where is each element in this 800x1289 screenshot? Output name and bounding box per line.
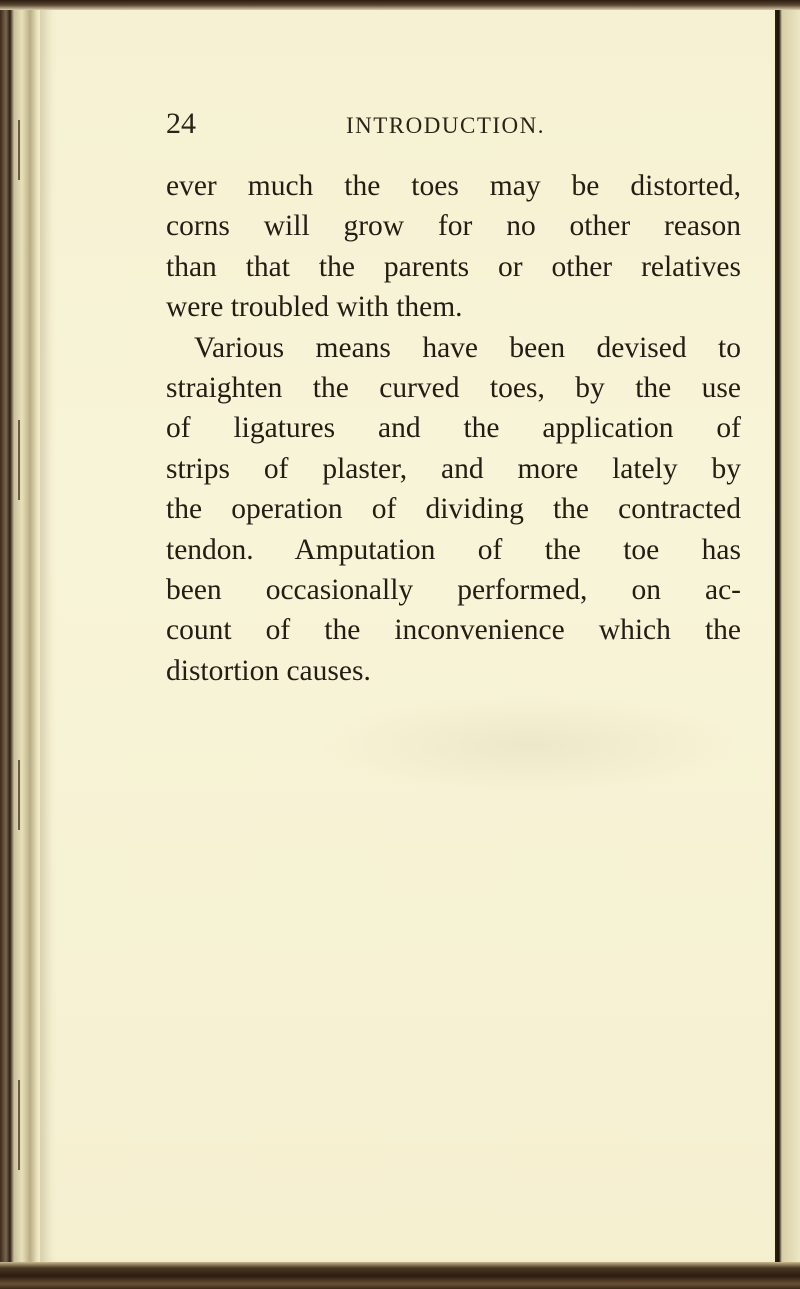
- body-text: [166, 166, 741, 691]
- text-line: been occasionally performed, on ac-: [166, 573, 741, 606]
- text-line: than that the parents or other relatives: [166, 250, 741, 283]
- text-line: Various means have been devised to: [194, 331, 741, 364]
- book-gutter: [0, 0, 44, 1289]
- text-line: ever much the toes may be distorted,: [166, 170, 741, 202]
- text-line: were troubled with them.: [166, 291, 463, 324]
- text-line: distortion causes.: [166, 654, 371, 687]
- text-line: count of the inconvenience which the: [166, 614, 741, 647]
- text-line: corns will grow for no other reason: [166, 210, 741, 243]
- text-line: strips of plaster, and more lately by: [166, 452, 741, 485]
- binding-thread: [18, 760, 20, 830]
- binding-thread: [18, 420, 20, 500]
- bleed-through-shadow: [320, 695, 740, 795]
- binding-thread: [18, 1080, 20, 1170]
- page-number: 24: [166, 107, 196, 140]
- text-line: of ligatures and the application of: [166, 412, 741, 445]
- binding-thread: [18, 120, 20, 180]
- text-line: tendon. Amputation of the toe has: [166, 533, 741, 566]
- running-head: [166, 104, 741, 144]
- text-line: the operation of dividing the contracted: [166, 493, 741, 526]
- next-page-edge: [775, 0, 800, 1289]
- running-title: INTRODUCTION.: [346, 113, 546, 138]
- page-bottom-edge: [0, 1262, 800, 1289]
- text-line: straighten the curved toes, by the use: [166, 371, 741, 404]
- page-top-edge: [0, 0, 800, 10]
